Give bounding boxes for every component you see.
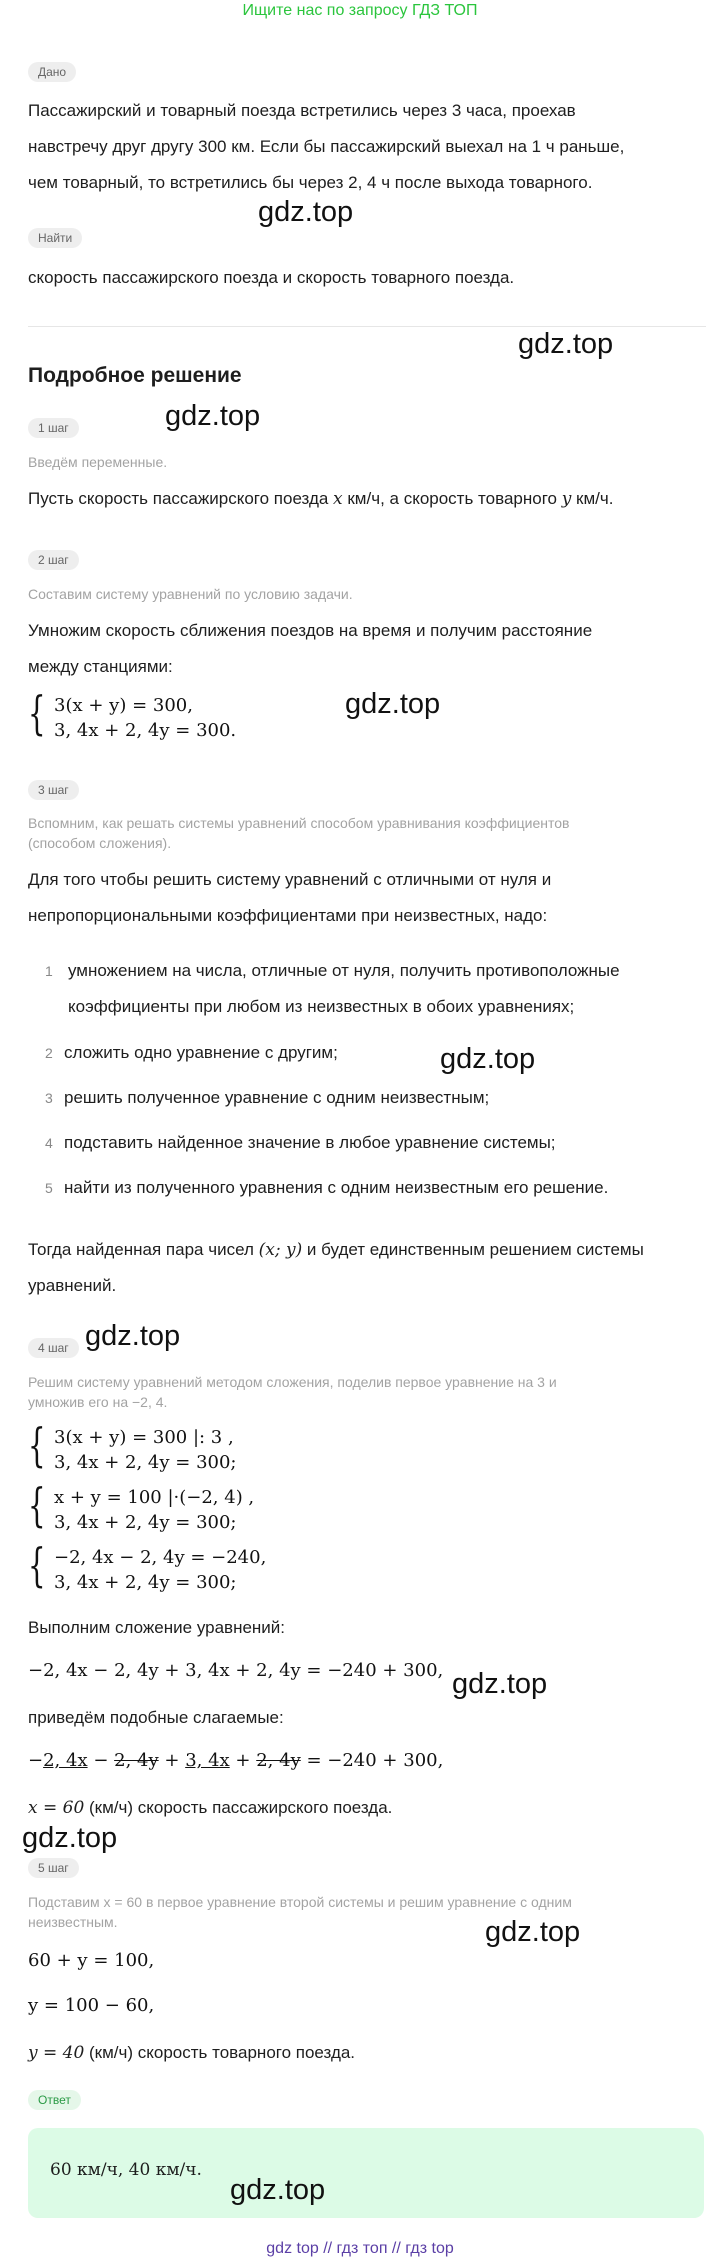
system-brace: { xyxy=(28,1478,46,1532)
system-brace: { xyxy=(28,1538,46,1592)
step-4-pill: 4 шаг xyxy=(28,1338,79,1358)
sys3-eq-1: −2, 4x − 2, 4y = −240, xyxy=(54,1547,267,1568)
list-item-3: решить полученное уравнение с одним неизвестным; xyxy=(64,1088,490,1107)
given-line-1: Пассажирский и товарный поезда встретились через 3 часа, проехав xyxy=(28,101,576,120)
watermark: gdz.top xyxy=(345,688,441,720)
step-4-result: x = 60 (км/ч) скорость пассажирского поезда. xyxy=(28,1798,393,1818)
watermark: gdz.top xyxy=(22,1822,118,1854)
find-text: скорость пассажирского поезда и скорость товарного поезда. xyxy=(28,268,515,287)
step-3-hint-2: (способом сложения). xyxy=(28,835,172,851)
given-line-3: чем товарный, то встретились бы через 2, 4 ч после выхода товарного. xyxy=(28,173,593,192)
step-5-hint-1: Подставим x = 60 в первое уравнение второй системы и решим уравнение с одним xyxy=(28,1894,572,1910)
step-5-hint-2: неизвестным. xyxy=(28,1914,118,1930)
step-2-hint: Составим систему уравнений по условию задачи. xyxy=(28,586,353,602)
answer-pill: Ответ xyxy=(28,2090,81,2110)
list-num-3: 3 xyxy=(45,1090,53,1106)
list-item-2: сложить одно уравнение с другим; xyxy=(64,1043,338,1062)
step-3-line-1: Для того чтобы решить систему уравнений с отличными от нуля и xyxy=(28,870,552,889)
step-4-hint-1: Решим систему уравнений методом сложения, поделив первое уравнение на 3 и xyxy=(28,1374,557,1390)
step-3-line-2: непропорциональными коэффициентами при неизвестных, надо: xyxy=(28,906,548,925)
system-brace: { xyxy=(28,686,46,740)
sys1-eq-2: 3, 4x + 2, 4y = 300; xyxy=(54,1452,237,1473)
similar-label: приведём подобные слагаемые: xyxy=(28,1708,284,1727)
answer-box xyxy=(28,2128,704,2218)
add-equation: −2, 4x − 2, 4y + 3, 4x + 2, 4y = −240 + 300, xyxy=(28,1660,444,1681)
step-5-pill: 5 шаг xyxy=(28,1858,79,1878)
step-4-hint-2: умножив его на −2, 4. xyxy=(28,1394,168,1410)
step-2-line-1: Умножим скорость сближения поездов на время и получим расстояние xyxy=(28,621,593,640)
step-2-pill: 2 шаг xyxy=(28,550,79,570)
watermark: gdz.top xyxy=(452,1668,548,1700)
step-3-conclusion: Тогда найденная пара чисел (x; y) и будет единственным решением системы xyxy=(28,1240,644,1260)
list-num-1: 1 xyxy=(45,963,53,979)
system-eq-2: 3, 4x + 2, 4y = 300. xyxy=(54,720,237,741)
sys2-eq-1: x + y = 100 |·(−2, 4) , xyxy=(54,1487,255,1508)
watermark: gdz.top xyxy=(230,2174,326,2206)
watermark: gdz.top xyxy=(440,1043,536,1075)
list-item-4: подставить найденное значение в любое уравнение системы; xyxy=(64,1133,556,1152)
step-1-text: Пусть скорость пассажирского поезда x км/ч, а скорость товарного y км/ч. xyxy=(28,489,614,509)
given-line-2: навстречу друг другу 300 км. Если бы пассажирский выехал на 1 ч раньше, xyxy=(28,137,625,156)
step-3-conclusion-end: уравнений. xyxy=(28,1276,117,1295)
given-pill: Дано xyxy=(28,62,76,82)
step-2-line-2: между станциями: xyxy=(28,657,173,676)
solution-heading: Подробное решение xyxy=(28,364,242,387)
step-5-eq-3: y = 40 (км/ч) скорость товарного поезда. xyxy=(28,2043,356,2063)
watermark: gdz.top xyxy=(518,328,614,360)
watermark: gdz.top xyxy=(258,196,354,228)
step-3-pill: 3 шаг xyxy=(28,780,79,800)
list-num-4: 4 xyxy=(45,1135,53,1151)
system-brace: { xyxy=(28,1418,46,1472)
watermark: gdz.top xyxy=(85,1320,181,1352)
similar-equation: −2, 4x − 2, 4y + 3, 4x + 2, 4y = −240 + 300, xyxy=(28,1750,444,1771)
system-eq-1: 3(x + y) = 300, xyxy=(54,695,193,716)
list-num-5: 5 xyxy=(45,1180,53,1196)
sys2-eq-2: 3, 4x + 2, 4y = 300; xyxy=(54,1512,237,1533)
find-pill: Найти xyxy=(28,228,82,248)
search-banner[interactable]: Ищите нас по запросу ГДЗ ТОП xyxy=(242,2,478,19)
step-5-eq-1: 60 + y = 100, xyxy=(28,1950,155,1971)
add-label: Выполним сложение уравнений: xyxy=(28,1618,286,1637)
step-5-eq-2: y = 100 − 60, xyxy=(28,1995,155,2016)
list-item-1-line-1: умножением на числа, отличные от нуля, получить противоположные xyxy=(68,961,620,980)
answer-text: 60 км/ч, 40 км/ч. xyxy=(50,2160,202,2180)
step-1-hint: Введём переменные. xyxy=(28,454,168,470)
watermark: gdz.top xyxy=(165,400,261,432)
step-1-pill: 1 шаг xyxy=(28,418,79,438)
section-divider xyxy=(28,326,706,327)
step-3-hint-1: Вспомним, как решать системы уравнений способом уравнивания коэффициентов xyxy=(28,815,570,831)
list-num-2: 2 xyxy=(45,1045,53,1061)
footer-links[interactable]: gdz top // гдз топ // гдз top xyxy=(266,2240,454,2257)
watermark: gdz.top xyxy=(485,1916,581,1948)
sys3-eq-2: 3, 4x + 2, 4y = 300; xyxy=(54,1572,237,1593)
sys1-eq-1: 3(x + y) = 300 |: 3 , xyxy=(54,1427,234,1448)
list-item-1-line-2: коэффициенты при любом из неизвестных в обоих уравнениях; xyxy=(68,997,575,1016)
list-item-5: найти из полученного уравнения с одним неизвестным его решение. xyxy=(64,1178,609,1197)
